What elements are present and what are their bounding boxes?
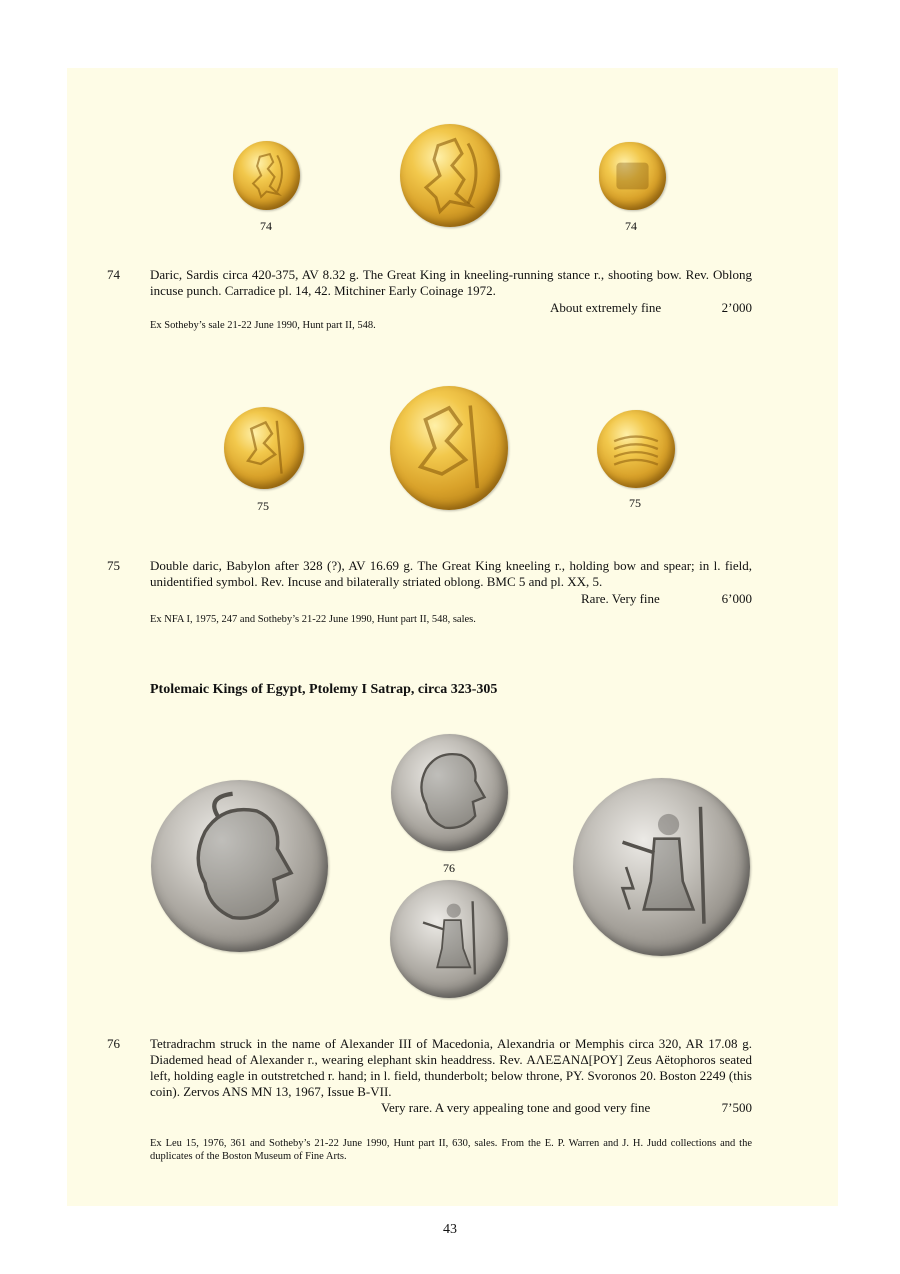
lot-price: 2’000 [721, 300, 752, 315]
lot-description: Daric, Sardis circa 420-375, AV 8.32 g. The Great King in kneeling-running stance r., shooting bow. Rev. Oblong incuse punch. Carradice pl. 14, 42. Mitchiner Early Coinage 1972. [150, 267, 752, 298]
incuse-punch [599, 142, 666, 210]
lot-number: 74 [107, 267, 120, 282]
lot-provenance: Ex Sotheby’s sale 21-22 June 1990, Hunt part II, 548. [150, 320, 376, 331]
coin-label: 75 [257, 499, 269, 513]
coin-76-reverse-small [390, 880, 508, 998]
kneeling-king-figure [390, 386, 508, 510]
lot-provenance: Ex Leu 15, 1976, 361 and Sotheby’s 21-22 June 1990, Hunt part II, 630, sales. From the E. P. Warren and J. H. Judd collections and the duplicates of the Boston Museum of Fine Arts. [150, 1138, 752, 1162]
coin-75-obverse-small [224, 407, 304, 489]
kneeling-king-figure [224, 407, 304, 489]
coin-74-obverse-small [233, 141, 300, 210]
coin-label: 74 [260, 219, 272, 233]
coin-76-reverse-large [573, 778, 750, 956]
coin-label: 74 [625, 219, 637, 233]
section-heading: Ptolemaic Kings of Egypt, Ptolemy I Satrap, circa 323-305 [150, 682, 498, 697]
lot-number: 75 [107, 558, 120, 573]
alexander-head-elephant-headdress [391, 734, 508, 851]
lot-grade: About extremely fine [550, 300, 662, 315]
lot-number: 76 [107, 1036, 120, 1051]
coin-76-obverse-large [151, 780, 328, 952]
coin-74-obverse-large [400, 124, 500, 227]
lot-price: 6’000 [721, 591, 752, 606]
coin-75-reverse-striated [597, 410, 675, 488]
coin-label: 76 [443, 861, 455, 875]
page-number: 43 [443, 1222, 457, 1237]
archer-king-figure [400, 124, 500, 227]
lot-description: Tetradrachm struck in the name of Alexander III of Macedonia, Alexandria or Memphis circa 320, AR 17.08 g. Diademed head of Alexander r., wearing elephant skin headdress. Rev. ΑΛΕΞΑΝΔ[ΡΟΥ] Zeus Aëtophoros seated left, holding eagle in outstretched r. hand; in l. field, thunderbolt; below throne, PY. Svoronos 20. Boston 2249 (this coin). Zervos ANS MN 13, 1967, Issue B-VII. [150, 1036, 752, 1099]
alexander-head-elephant-headdress [151, 780, 328, 952]
lot-price: 7’500 [721, 1100, 752, 1115]
seated-zeus-figure [573, 778, 750, 956]
coin-76-obverse-small [391, 734, 508, 851]
striated-oblong [597, 410, 675, 488]
lot-grade: Very rare. A very appealing tone and good very fine [381, 1100, 651, 1115]
coin-label: 75 [629, 496, 641, 510]
seated-zeus-figure [390, 880, 508, 998]
lot-provenance: Ex NFA I, 1975, 247 and Sotheby’s 21-22 June 1990, Hunt part II, 548, sales. [150, 614, 476, 625]
coin-74-reverse-punch [599, 142, 666, 210]
lot-description: Double daric, Babylon after 328 (?), AV 16.69 g. The Great King kneeling r., holding bow and spear; in l. field, unidentified symbol. Rev. Incuse and bilaterally striated oblong. BMC 5 and pl. XX, 5. [150, 558, 752, 589]
lot-grade: Rare. Very fine [581, 591, 660, 606]
archer-king-figure [233, 141, 300, 210]
coin-75-obverse-large [390, 386, 508, 510]
